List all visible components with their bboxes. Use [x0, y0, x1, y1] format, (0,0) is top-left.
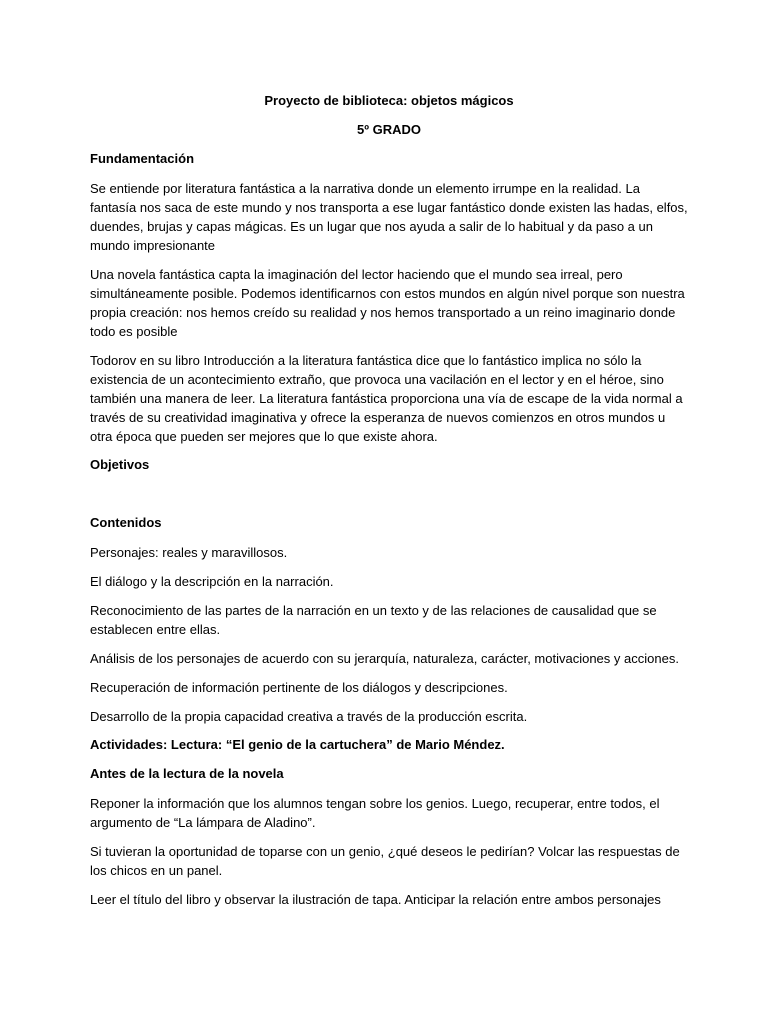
contenido-item: El diálogo y la descripción en la narración. — [90, 574, 334, 589]
paragraph-fundamentacion-2: Una novela fantástica capta la imaginación del lector haciendo que el mundo sea irreal, pero simultáneamente posible. Podemos identificarnos con estos mundos en algún nivel porque son nuestra propia creación: nos hemos creído su realidad y nos hemos transportado a un reino imaginario donde todo es posible — [90, 267, 685, 339]
actividad-item: Si tuvieran la oportunidad de toparse con un genio, ¿qué deseos le pedirían? Volcar las respuestas de los chicos en un panel. — [90, 844, 680, 878]
heading-actividades: Actividades: Lectura: “El genio de la cartuchera” de Mario Méndez. — [90, 737, 505, 752]
document-title: Proyecto de biblioteca: objetos mágicos — [264, 93, 514, 108]
contenido-item: Recuperación de información pertinente de los diálogos y descripciones. — [90, 680, 508, 695]
empty-objetivos-space — [90, 485, 688, 514]
heading-contenidos: Contenidos — [90, 515, 162, 530]
paragraph-fundamentacion-3: Todorov en su libro Introducción a la literatura fantástica dice que lo fantástico implica no sólo la existencia de un acontecimiento extraño, que provoca una vacilación en el lector y en el héroe, sino también una manera de leer. La literatura fantástica proporciona una vía de escape de la vida normal a través de su creatividad imaginativa y ofrece la esperanza de nuevos comienzos en otros mundos u otra época que pueden ser mejores que lo que existe ahora. — [90, 353, 683, 444]
contenido-item: Personajes: reales y maravillosos. — [90, 545, 288, 560]
heading-fundamentacion: Fundamentación — [90, 151, 195, 166]
contenido-item: Reconocimiento de las partes de la narración en un texto y de las relaciones de causalidad que se establecen entre ellas. — [90, 603, 657, 637]
heading-antes-de-la-lectura: Antes de la lectura de la novela — [90, 766, 284, 781]
actividad-item: Reponer la información que los alumnos tengan sobre los genios. Luego, recuperar, entre todos, el argumento de “La lámpara de Aladino”. — [90, 796, 660, 830]
grade-label: 5º GRADO — [357, 122, 421, 137]
heading-objetivos: Objetivos — [90, 457, 150, 472]
paragraph-fundamentacion-1: Se entiende por literatura fantástica a la narrativa donde un elemento irrumpe en la realidad. La fantasía nos saca de este mundo y nos transporta a ese lugar fantástico donde existen las hadas, elfos, duendes, brujas y capas mágicas. Es un lugar que nos ayuda a salir de lo habitual y da paso a un mundo impresionante — [90, 181, 688, 253]
contenido-item: Desarrollo de la propia capacidad creativa a través de la producción escrita. — [90, 709, 528, 724]
contenido-item: Análisis de los personajes de acuerdo con su jerarquía, naturaleza, carácter, motivaciones y acciones. — [90, 651, 679, 666]
actividad-item: Leer el título del libro y observar la ilustración de tapa. Anticipar la relación entre ambos personajes — [90, 892, 661, 907]
